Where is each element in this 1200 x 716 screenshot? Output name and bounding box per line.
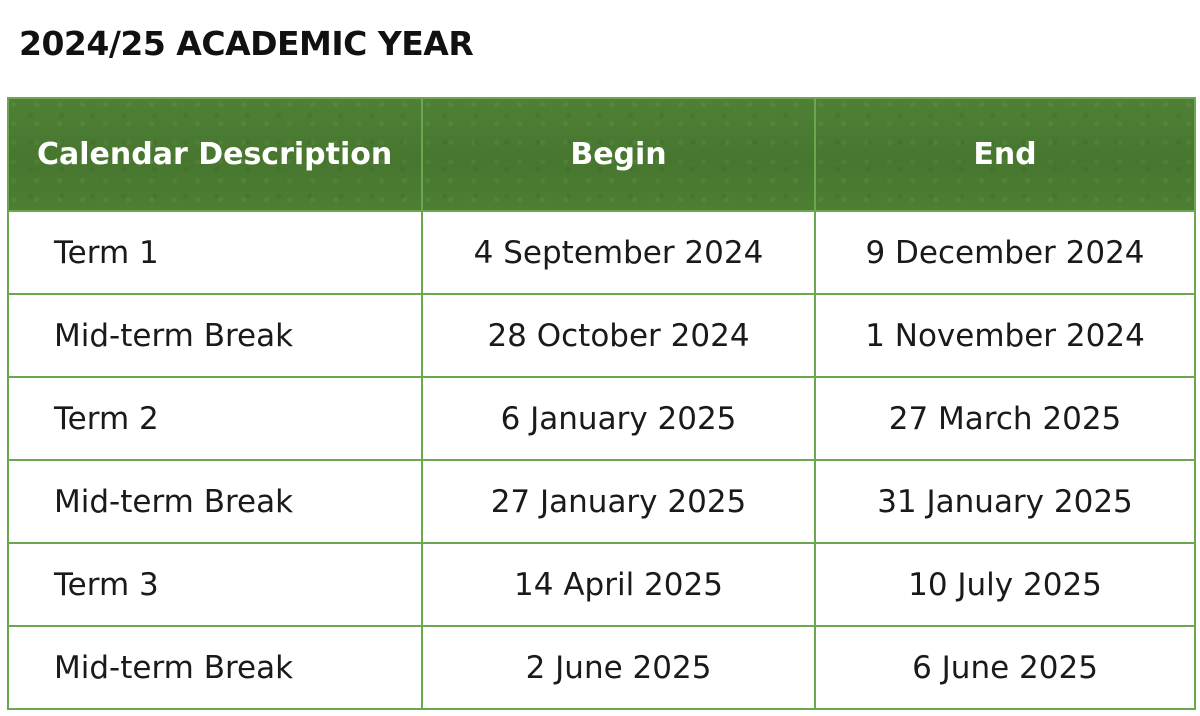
- cell-end: 10 July 2025: [815, 543, 1195, 626]
- table-row: [8, 211, 1195, 294]
- cell-end: 1 November 2024: [815, 294, 1195, 377]
- cell-end: 6 June 2025: [815, 626, 1195, 709]
- page-title: 2024/25 ACADEMIC YEAR: [19, 24, 474, 63]
- cell-end: 31 January 2025: [815, 460, 1195, 543]
- table-row: [8, 543, 1195, 626]
- cell-begin: 2 June 2025: [422, 626, 815, 709]
- cell-description: Mid-term Break: [8, 460, 422, 543]
- cell-description: Term 3: [8, 543, 422, 626]
- cell-description: Term 1: [8, 211, 422, 294]
- cell-description: Mid-term Break: [8, 626, 422, 709]
- cell-end: 27 March 2025: [815, 377, 1195, 460]
- cell-begin: 14 April 2025: [422, 543, 815, 626]
- table-header: [8, 98, 1195, 211]
- academic-calendar-table: [7, 97, 1196, 710]
- cell-begin: 27 January 2025: [422, 460, 815, 543]
- table-body: [8, 211, 1195, 709]
- table-row: [8, 377, 1195, 460]
- cell-begin: 6 January 2025: [422, 377, 815, 460]
- cell-begin: 4 September 2024: [422, 211, 815, 294]
- table-row: [8, 626, 1195, 709]
- cell-end: 9 December 2024: [815, 211, 1195, 294]
- column-header-description: Calendar Description: [8, 98, 422, 211]
- column-header-end: End: [815, 98, 1195, 211]
- header-row: [8, 98, 1195, 211]
- cell-begin: 28 October 2024: [422, 294, 815, 377]
- column-header-begin: Begin: [422, 98, 815, 211]
- table-row: [8, 294, 1195, 377]
- cell-description: Term 2: [8, 377, 422, 460]
- cell-description: Mid-term Break: [8, 294, 422, 377]
- table-row: [8, 460, 1195, 543]
